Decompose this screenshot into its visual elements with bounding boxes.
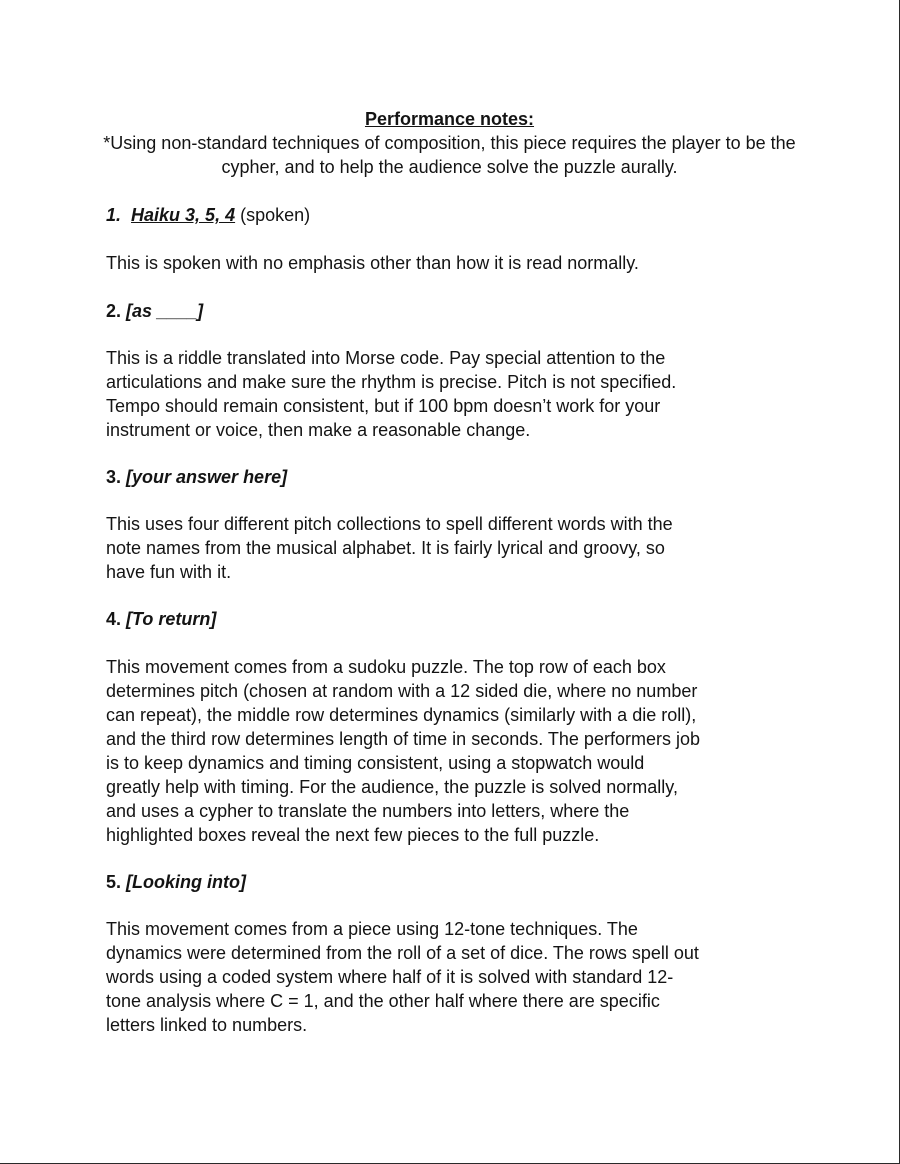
movement-3-number: 3. — [106, 467, 122, 487]
movement-4-heading — [106, 607, 806, 631]
movement-4-number: 4. — [106, 609, 122, 629]
page-title: Performance notes: — [364, 109, 535, 129]
movement-1-heading — [106, 203, 806, 227]
movement-1-number: 1. — [106, 205, 122, 225]
movement-5-title: [Looking into] — [126, 872, 246, 892]
movement-3-heading — [106, 465, 806, 489]
movement-5-body: This movement comes from a piece using 12-tone techniques. The dynamics were determined from the roll of a set of dice. The rows spell out words using a coded system where half of it is solved with standard 12- tone analysis where C = 1, and the other half where there are specific letters linked to numbers. — [106, 919, 699, 1035]
movement-1-body: This is spoken with no emphasis other than how it is read normally. — [106, 253, 639, 273]
performance-notes-header — [0, 107, 899, 179]
movement-1-suffix: (spoken) — [240, 205, 311, 225]
movement-2-title: [as ____] — [126, 301, 204, 321]
movement-3-title: [your answer here] — [126, 467, 288, 487]
movement-4-body: This movement comes from a sudoku puzzle. The top row of each box determines pitch (chosen at random with a 12 sided die, where no number can repeat), the middle row determines dynamics (similarly with a die roll), and the third row determines length of time in seconds. The performers job is to keep dynamics and timing consistent, using a stopwatch would greatly help with timing. For the audience, the puzzle is solved normally, and uses a cypher to translate the numbers into letters, where the highlighted boxes reveal the next few pieces to the full puzzle. — [106, 657, 700, 845]
intro-text: *Using non-standard techniques of composition, this piece requires the player to be the cypher, and to help the audience solve the puzzle aurally. — [103, 133, 796, 177]
movement-2-heading — [106, 299, 806, 323]
movement-3-body: This uses four different pitch collections to spell different words with the note names from the musical alphabet. It is fairly lyrical and groovy, so have fun with it. — [106, 514, 673, 582]
movement-4-title: [To return] — [126, 609, 217, 629]
movement-1-title: Haiku 3, 5, 4 — [131, 205, 236, 225]
movement-2-body: This is a riddle translated into Morse code. Pay special attention to the articulations and make sure the rhythm is precise. Pitch is not specified. Tempo should remain consistent, but if 100 bpm doesn’t work for your instrument or voice, then make a reasonable change. — [106, 348, 677, 440]
movement-5-heading — [106, 870, 806, 894]
movement-5-number: 5. — [106, 872, 122, 892]
movement-2-number: 2. — [106, 301, 122, 321]
